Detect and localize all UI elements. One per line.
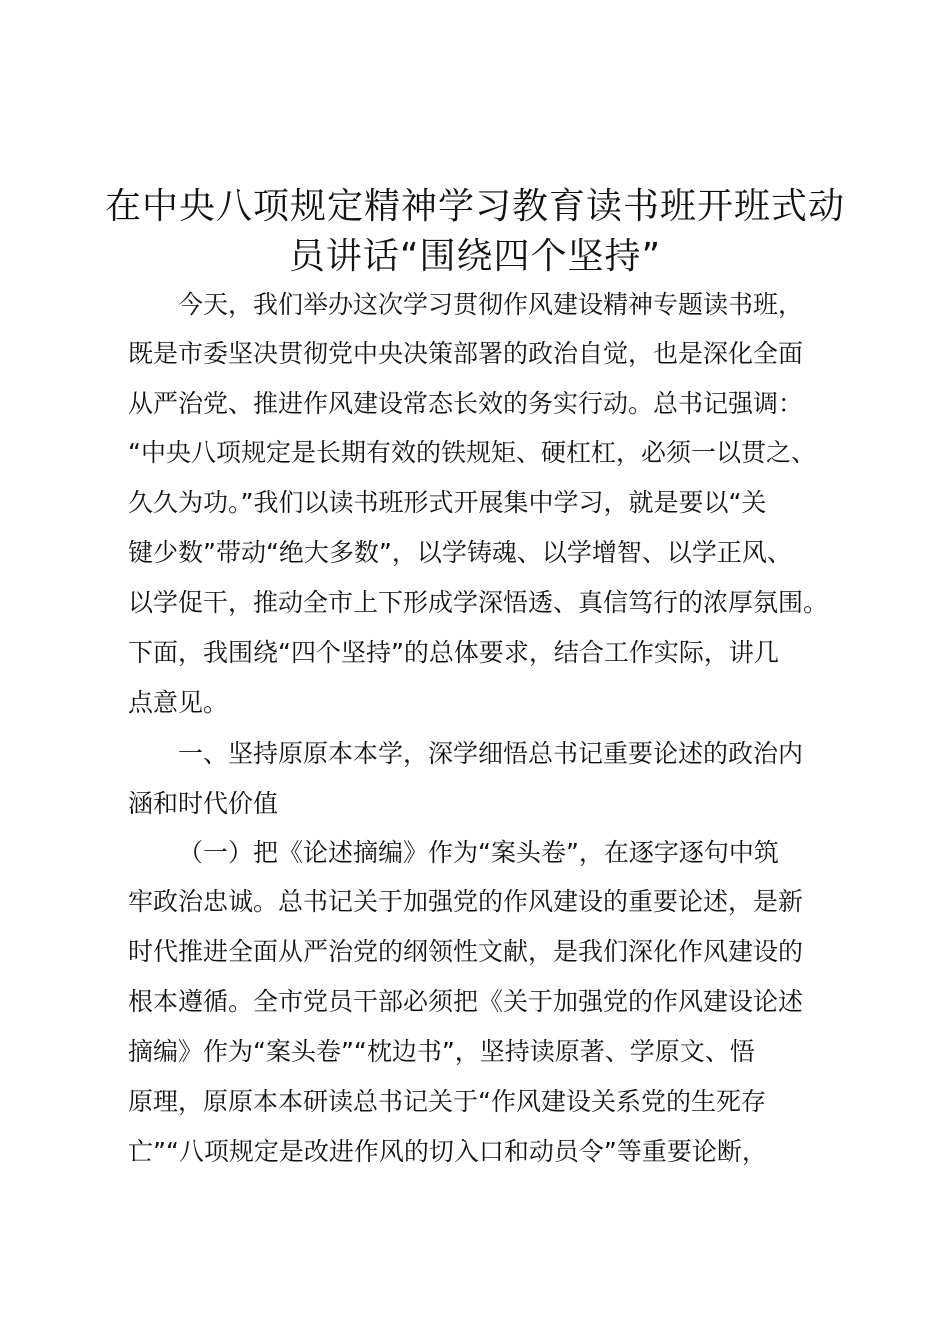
paragraph-2-line: 亡”“八项规定是改进作风的切入口和动员令”等重要论断，: [128, 1137, 767, 1166]
paragraph-2-line: 时代推进全面从严治党的纲领性文献，是我们深化作风建设的: [128, 937, 804, 966]
paragraph-2-line: 牢政治忠诚。总书记关于加强党的作风建设的重要论述，是新: [128, 887, 804, 916]
paragraph-1-line: 点意见。: [128, 688, 229, 717]
paragraph-1-line: 以学促干，推动全市上下形成学深悟透、真信笃行的浓厚氛围。: [128, 588, 829, 617]
paragraph-1-line: 从严治党、推进作风建设常态长效的务实行动。总书记强调：: [128, 389, 804, 418]
document-title-line-2: 员讲话“围绕四个坚持”: [288, 236, 662, 277]
paragraph-1-line: 久久为功。”我们以读书班形式开展集中学习，就是要以“关: [128, 488, 767, 517]
paragraph-2-line: 根本遵循。全市党员干部必须把《关于加强党的作风建设论述: [128, 987, 804, 1016]
paragraph-2-line: 原理，原原本本研读总书记关于“作风建设关系党的生死存: [128, 1087, 766, 1116]
document-title-line-1: 在中央八项规定精神学习教育读书班开班式动: [104, 186, 845, 227]
paragraph-1-line: 键少数”带动“绝大多数”，以学铸魂、以学增智、以学正风、: [128, 538, 792, 567]
paragraph-2-line: （一）把《论述摘编》作为“案头卷”，在逐字逐句中筑: [178, 838, 779, 867]
paragraph-2-line: 摘编》作为“案头卷”“枕边书”，坚持读原著、学原文、悟: [128, 1037, 755, 1066]
paragraph-1-line: 既是市委坚决贯彻党中央决策部署的政治自觉，也是深化全面: [128, 339, 804, 368]
section-heading-line: 涵和时代价值: [128, 789, 279, 818]
paragraph-1-line: 下面，我围绕“四个坚持”的总体要求，结合工作实际，讲几: [128, 638, 779, 667]
paragraph-1-line: 今天，我们举办这次学习贯彻作风建设精神专题读书班，: [178, 290, 804, 319]
paragraph-1-line: “中央八项规定是长期有效的铁规矩、硬杠杠，必须一以贯之、: [128, 438, 816, 467]
section-heading-line: 一、坚持原原本本学，深学细悟总书记重要论述的政治内: [178, 739, 804, 768]
